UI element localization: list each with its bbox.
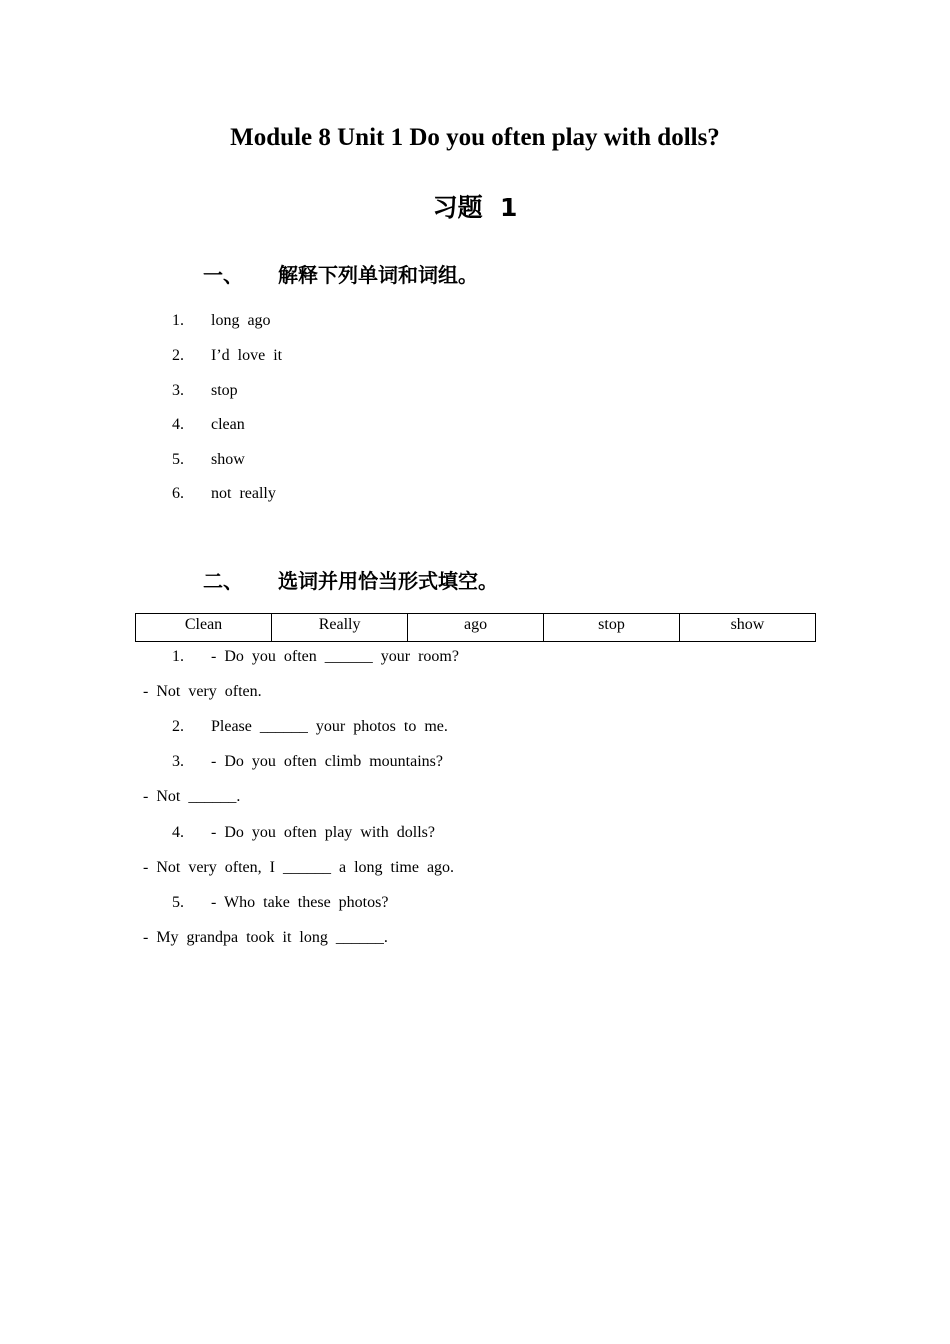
word-bank-table — [135, 613, 816, 642]
list-item-number: 4. — [172, 416, 184, 433]
word-bank-cell: stop — [544, 614, 680, 642]
question-number: 2. — [172, 718, 184, 735]
answer-line: - Not very often. — [143, 683, 262, 700]
question-line: Please ______ your photos to me. — [211, 718, 448, 735]
page-title: Module 8 Unit 1 Do you often play with dolls? — [230, 124, 720, 151]
question-number: 3. — [172, 753, 184, 770]
list-item: clean — [211, 416, 245, 433]
question-number: 5. — [172, 894, 184, 911]
question-line: - Do you often play with dolls? — [211, 824, 435, 841]
answer-line: - Not ______. — [143, 788, 241, 805]
answer-line: - Not very often, I ______ a long time ago. — [143, 859, 455, 876]
question-line: - Who take these photos? — [211, 894, 389, 911]
question-number: 1. — [172, 648, 184, 665]
question-line: - Do you often climb mountains? — [211, 753, 443, 770]
list-item: I’d love it — [211, 347, 283, 364]
section2-number: 二、 — [203, 569, 243, 593]
word-bank-cell: show — [679, 614, 815, 642]
list-item-number: 5. — [172, 451, 184, 468]
list-item-number: 3. — [172, 382, 184, 399]
answer-line: - My grandpa took it long ______. — [143, 929, 388, 946]
question-number: 4. — [172, 824, 184, 841]
list-item-number: 1. — [172, 312, 184, 329]
list-item: stop — [211, 382, 238, 399]
list-item: not really — [211, 485, 276, 502]
section1-number: 一、 — [203, 263, 243, 287]
list-item-number: 6. — [172, 485, 184, 502]
word-bank-cell: Clean — [136, 614, 272, 642]
question-line: - Do you often ______ your room? — [211, 648, 459, 665]
exercise-subtitle: 习题 1 — [432, 193, 518, 222]
list-item: show — [211, 451, 245, 468]
section1-heading: 解释下列单词和词组。 — [278, 263, 478, 287]
list-item: long ago — [211, 312, 271, 329]
word-bank-cell: Really — [272, 614, 408, 642]
list-item-number: 2. — [172, 347, 184, 364]
section2-heading: 选词并用恰当形式填空。 — [278, 569, 498, 593]
word-bank-cell: ago — [408, 614, 544, 642]
